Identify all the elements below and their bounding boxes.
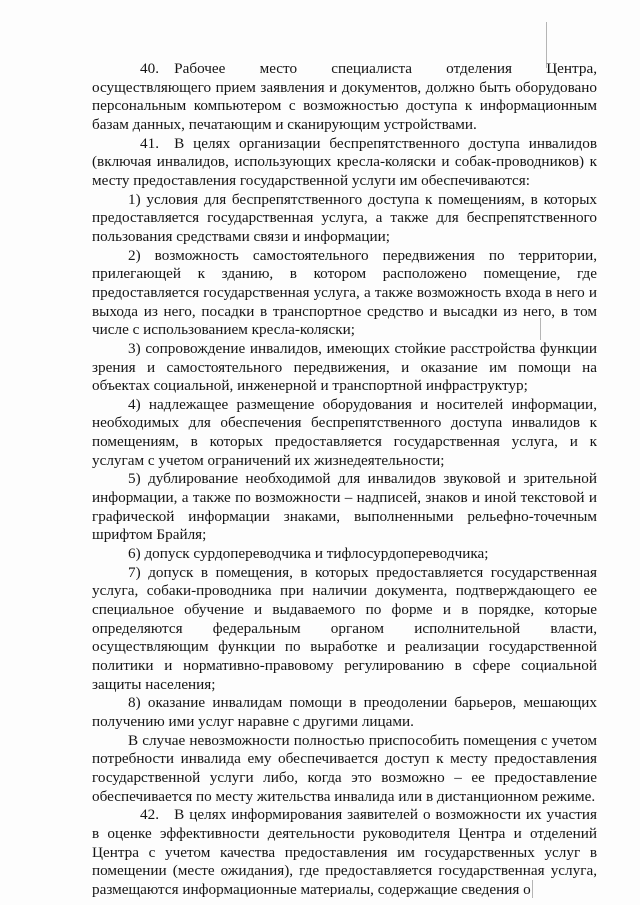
paragraph-41: 41. В целях организации беспрепятственного доступа инвалидов (включая инвалидов, использующих кресла-коляски и собак-проводников) к месту предоставления государственной услуги им обеспечиваются: <box>92 134 597 189</box>
list-item-5: 5) дублирование необходимой для инвалидов звуковой и зрительной информации, а также по возможности – надписей, знаков и иной текстовой и графической информации знаками, выполненными рельефно-точечным шрифтом Брайля; <box>92 470 597 544</box>
list-item-4: 4) надлежащее размещение оборудования и носителей информации, необходимых для обеспечения беспрепятственного доступа инвалидов к помещениям, в которых предоставляется государственная услуга, и к услугам с учетом ограничений их жизнедеятельности; <box>92 395 597 469</box>
list-item-1: 1) условия для беспрепятственного доступа к помещениям, в которых предоставляется государственная услуга, а также для беспрепятственного пользования средствами связи и информации; <box>92 190 597 245</box>
list-item-6: 6) допуск сурдопереводчика и тифлосурдопереводчика; <box>128 545 489 563</box>
list-item-2: 2) возможность самостоятельного передвижения по территории, прилегающей к зданию, в котором расположено помещение, где предоставляется государственная услуга, а также возможность входа в него и выхода из него, посадки в транспортное средство и высадки из него, в том числе с использованием кресла-коляски; <box>92 246 597 339</box>
remote-service-paragraph: В случае невозможности полностью приспособить помещения с учетом потребности инвалида ему обеспечивается доступ к месту предоставления государственной услуги либо, когда это возможно – ее предоставление обеспечивается по месту жительства инвалида или в дистанционном режиме. <box>92 731 597 805</box>
paragraph-40: 40. Рабочее место специалиста отделения Центра, осуществляющего прием заявления и документов, должно быть оборудовано персональным компьютером с возможностью доступа к информационным базам данных, печатающим и сканирующим устройствами. <box>92 60 597 133</box>
paragraph-42: 42. В целях информирования заявителей о возможности их участия в оценке эффективности деятельности руководителя Центра и отделений Центра с учетом качества предоставления им государственных услуг в помещении (месте ожидания), где предоставляется государственная услуга, размещаются информационные материалы, содержащие сведения о <box>92 806 597 898</box>
list-item-3: 3) сопровождение инвалидов, имеющих стойкие расстройства функции зрения и самостоятельного передвижения, и оказание им помощи на объектах социальной, инженерной и транспортной инфраструктур; <box>92 339 597 395</box>
list-item-8: 8) оказание инвалидам помощи в преодолении барьеров, мешающих получению ими услуг наравне с другими лицами. <box>92 694 597 730</box>
list-item-7: 7) допуск в помещения, в которых предоставляется государственная услуга, собаки-проводника при наличии документа, подтверждающего ее специальное обучение и выдаваемого по форме и в порядке, которые определяются федеральным органом исполнительной власти, осуществляющим функции по выработке и реализации государственной политики и нормативно-правовому регулированию в сфере социальной защиты населения; <box>92 563 597 693</box>
document-body <box>92 60 597 900</box>
